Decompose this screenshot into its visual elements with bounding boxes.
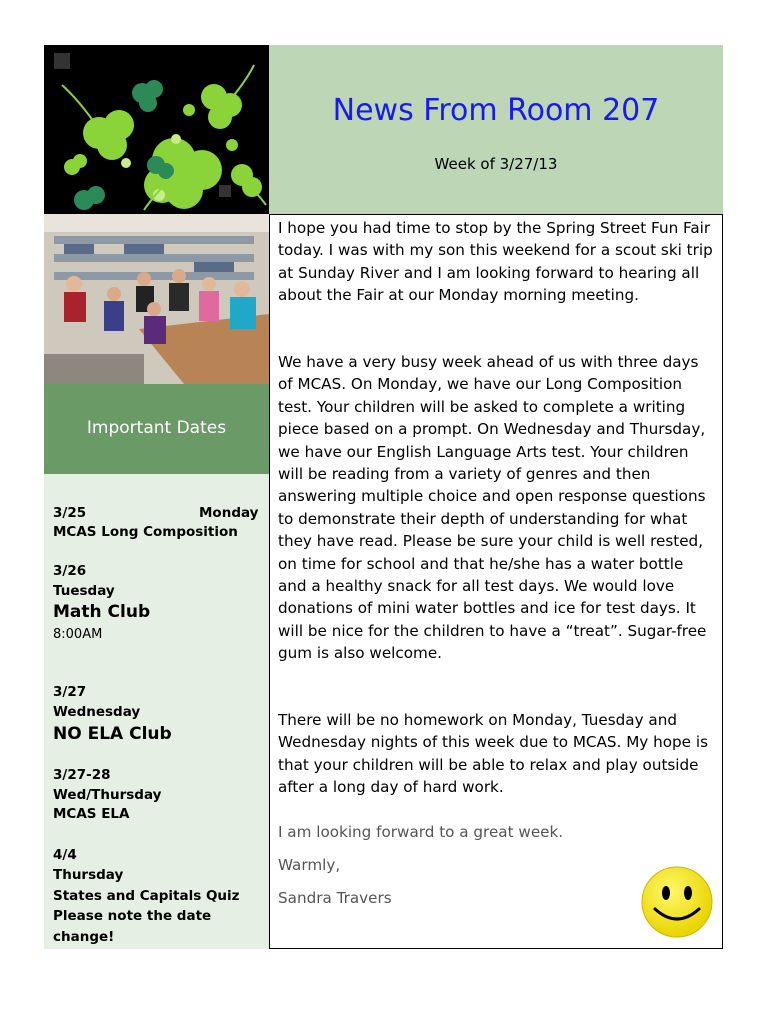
- date-item-note: Please note the date: [53, 908, 212, 924]
- date-item-event: MCAS Long Composition: [53, 524, 238, 540]
- date-item-date: 3/25: [53, 505, 87, 521]
- letter-paragraph: We have a very busy week ahead of us with three days of MCAS. On Monday, we have our Long Composition test. Your children will be asked to complete a writing piece based on a prompt. On Wednesday and Thursday, we have our English Language Arts test. Your children will be reading from a variety of genres and then answering multiple choice and open response questions to demonstrate their depth of understanding for what they have read. Please be sure your child is well rested, on time for school and that he/she has a water bottle and a healthy snack for all test days. We would love donations of mini water bottles and ice for test days. It will be nice for the children to have a “treat”. Sugar-free gum is also welcome.: [278, 353, 707, 663]
- date-item-date: 3/27-28: [53, 767, 111, 783]
- shamrock-image: [44, 45, 269, 214]
- week-label: Week of 3/27/13: [434, 155, 558, 173]
- date-item-note: change!: [53, 929, 115, 945]
- date-item-event: NO ELA Club: [53, 724, 172, 744]
- class-photo: [44, 214, 269, 384]
- date-item-event: MCAS ELA: [53, 806, 130, 822]
- smiley-face-icon: [640, 865, 714, 939]
- letter-signature: Sandra Travers: [278, 889, 392, 907]
- newsletter-header: [269, 45, 723, 214]
- date-item-day: Thursday: [53, 867, 124, 883]
- date-item-day: Monday: [199, 505, 259, 521]
- page-title: News From Room 207: [332, 93, 660, 128]
- date-item-day: Tuesday: [53, 583, 115, 599]
- date-item-event: States and Capitals Quiz: [53, 888, 240, 904]
- letter-paragraph: I hope you had time to stop by the Spring Street Fun Fair today. I was with my son this weekend for a scout ski trip at Sunday River and I am looking forward to hearing all about the Fair at our Monday morning meeting.: [278, 219, 713, 305]
- important-dates-label: Important Dates: [86, 418, 227, 438]
- important-dates-heading: [44, 384, 269, 474]
- important-dates-list: [44, 474, 269, 949]
- class-photo-icon: [44, 214, 269, 384]
- newsletter-page: [44, 45, 723, 949]
- letter-paragraph: There will be no homework on Monday, Tuesday and Wednesday nights of this week due to MCAS. My hope is that your children will be able to relax and play outside after a long day of hard work.: [278, 711, 708, 797]
- date-item-day: Wed/Thursday: [53, 787, 162, 803]
- date-item-date: 3/27: [53, 684, 87, 700]
- letter-closing: I am looking forward to a great week.: [278, 823, 564, 841]
- date-item-date: 3/26: [53, 563, 87, 579]
- date-item-date: 4/4: [53, 847, 77, 863]
- date-item-time: 8:00AM: [53, 627, 103, 642]
- letter-body: [269, 214, 723, 949]
- shamrock-icon: [44, 45, 269, 214]
- date-item-event: Math Club: [53, 602, 151, 622]
- date-item-day: Wednesday: [53, 704, 141, 720]
- letter-signoff: Warmly,: [278, 856, 341, 874]
